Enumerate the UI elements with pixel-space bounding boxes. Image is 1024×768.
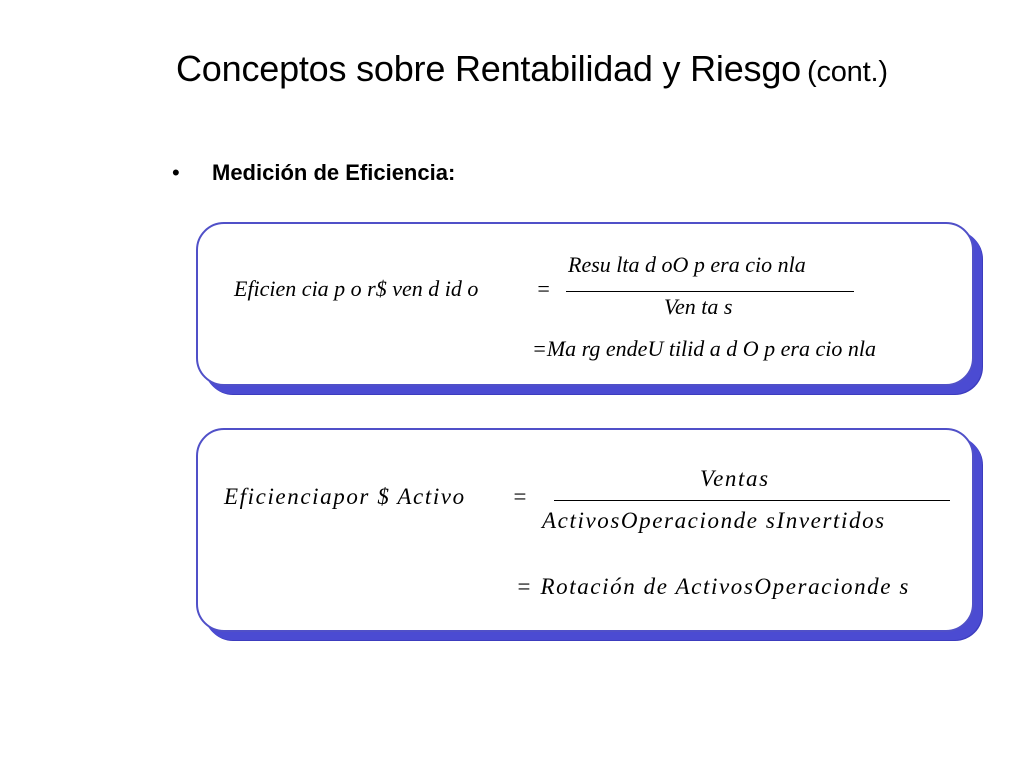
bullet-heading: Medición de Eficiencia: (212, 160, 456, 185)
formula1-denominator: Ven ta s (664, 294, 733, 319)
formula2-equals: = (512, 484, 530, 509)
bullet-marker: • (172, 160, 180, 185)
formula2-denominator: ActivosOperacionde sInvertidos (542, 508, 886, 533)
formula1-equals: = (536, 276, 551, 301)
formula2-result: = Rotación de ActivosOperacionde s (516, 574, 910, 599)
title-main: Conceptos sobre Rentabilidad y Riesgo (176, 48, 801, 89)
formula2-lhs: Eficienciapor $ Activo (224, 484, 466, 509)
formula1-lhs: Eficien cia p o r$ ven d id o (234, 276, 479, 301)
formula1-numerator: Resu lta d oO p era cio nla (568, 252, 806, 277)
slide-title (176, 48, 1016, 90)
formula2-fraction-bar (554, 500, 950, 501)
formula-box-sales-efficiency (196, 222, 974, 386)
formula-box-asset-efficiency (196, 428, 974, 632)
formula1-result: =Ma rg endeU tilid a d O p era cio nla (532, 336, 876, 361)
title-suffix: (cont.) (806, 56, 888, 88)
formula1-fraction-bar (566, 291, 854, 292)
formula2-numerator: Ventas (700, 466, 770, 491)
